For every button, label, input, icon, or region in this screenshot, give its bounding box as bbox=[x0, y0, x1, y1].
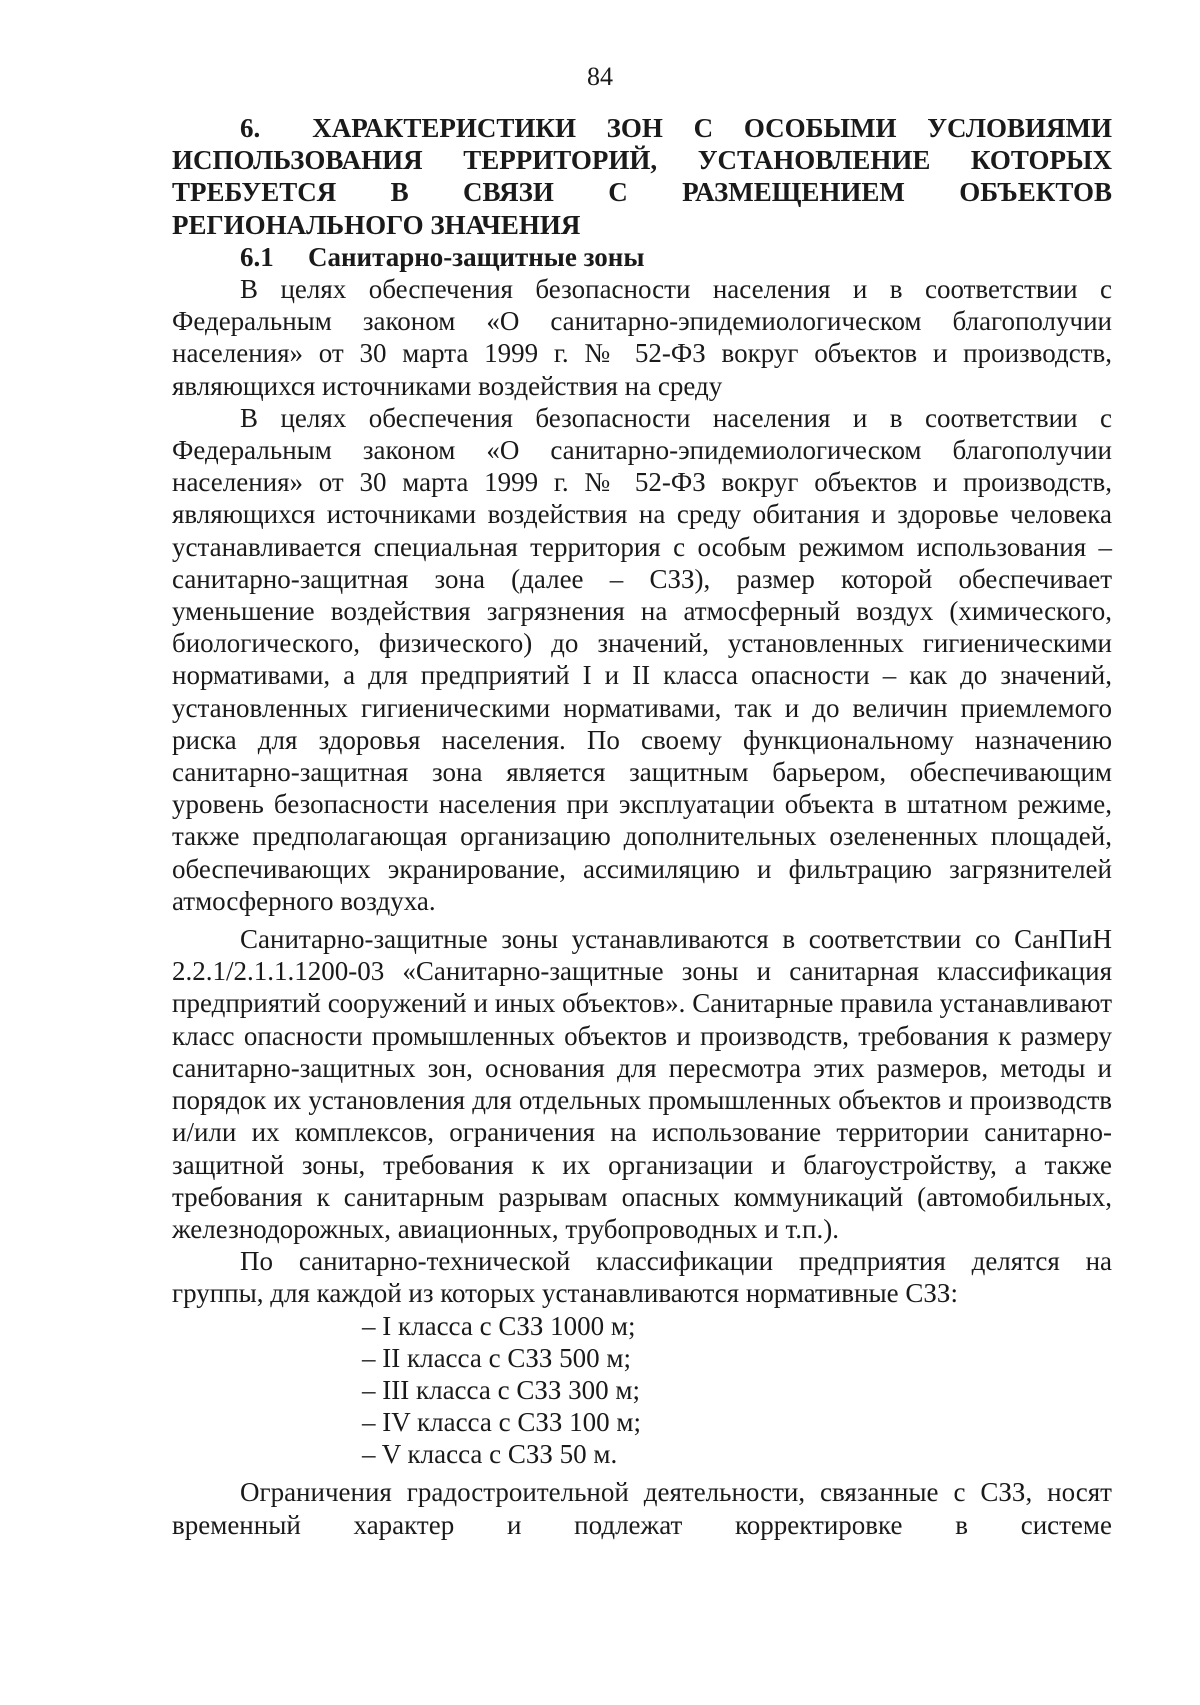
list-item: – V класса с СЗЗ 50 м. bbox=[362, 1439, 618, 1470]
subsection-title: Санитарно-защитные зоны bbox=[308, 241, 645, 272]
closing-paragraph: Ограничения градостроительной деятельности, связанные с СЗЗ, носят временный характер и подлежат корректировке в системе bbox=[172, 1477, 1112, 1540]
section-number: 6. bbox=[240, 113, 261, 143]
hazard-class-list bbox=[172, 1310, 1112, 1471]
section-heading bbox=[172, 112, 1112, 241]
paragraph-2: В целях обеспечения безопасности населения и в соответствии с Федеральным законом «О санитарно-эпидемиологическом благополучии населения» от 30 марта 1999 г. № 52-ФЗ вокруг объектов и производств, являющихся источниками воздействия на среду обитания и здоровье человека устанавливается специальная территория с особым режимом использования – санитарно-защитная зона (далее – СЗЗ), размер которой обеспечивает уменьшение воздействия загрязнения на атмосферный воздух (химического, биологического, физического) до значений, установленных гигиеническими нормативами, а для предприятий I и II класса опасности – как до значений, установленных гигиеническими нормативами, так и до величин приемлемого риска для здоровья населения. По своему функциональному назначению санитарно-защитная зона является защитным барьером, обеспечивающим уровень безопасности населения при эксплуатации объекта в штатном режиме, также предполагающая организацию дополнительных озелененных площадей, обеспечивающих экранирование, ассимиляцию и фильтрацию загрязнителей атмосферного воздуха. bbox=[172, 402, 1112, 916]
paragraph-3: Санитарно-защитные зоны устанавливаются в соответствии со СанПиН 2.2.1/2.1.1.1200-03 «Санитарно-защитные зоны и санитарная классификация предприятий сооружений и иных объектов». Санитарные правила устанавливают класс опасности промышленных объектов и производств, требования к размеру санитарно-защитных зон, основания для пересмотра этих размеров, методы и порядок их установления для отдельных промышленных объектов и производств и/или их комплексов, ограничения на использование территории санитарно-защитной зоны, требования к их организации и благоустройству, а также требования к санитарным разрывам опасных коммуникаций (автомобильных, железнодорожных, авиационных, трубопроводных и т.п.). bbox=[172, 924, 1112, 1244]
page-number: 84 bbox=[587, 62, 613, 91]
page-content bbox=[172, 112, 1112, 1541]
list-item: – IV класса с СЗЗ 100 м; bbox=[362, 1407, 641, 1438]
paragraph-4: По санитарно-технической классификации предприятия делятся на группы, для каждой из которых устанавливаются нормативные СЗЗ: bbox=[172, 1246, 1112, 1309]
section-title: ХАРАКТЕРИСТИКИ ЗОН С ОСОБЫМИ УСЛОВИЯМИ ИСПОЛЬЗОВАНИЯ ТЕРРИТОРИЙ, УСТАНОВЛЕНИЕ КОТОРЫХ ТРЕБУЕТСЯ В СВЯЗИ С РАЗМЕЩЕНИЕМ ОБЪЕКТОВ РЕГИОНАЛЬНОГО ЗНАЧЕНИЯ bbox=[172, 113, 1112, 240]
subsection-heading bbox=[172, 241, 1112, 273]
subsection-number: 6.1 bbox=[240, 241, 274, 272]
paragraph-1: В целях обеспечения безопасности населения и в соответствии с Федеральным законом «О санитарно-эпидемиологическом благополучии населения» от 30 марта 1999 г. № 52-ФЗ вокруг объектов и производств, являющихся источниками воздействия на среду bbox=[172, 274, 1112, 401]
list-item: – II класса с СЗЗ 500 м; bbox=[362, 1342, 631, 1373]
list-item: – III класса с СЗЗ 300 м; bbox=[362, 1374, 640, 1405]
list-item: – I класса с СЗЗ 1000 м; bbox=[362, 1310, 636, 1341]
